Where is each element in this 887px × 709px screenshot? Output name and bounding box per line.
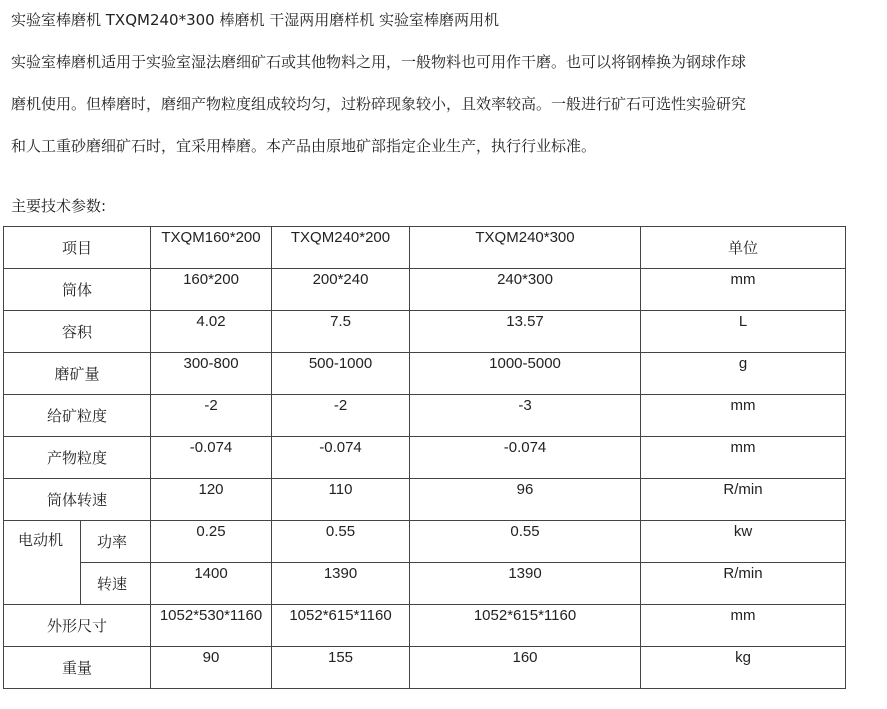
- table-row: [4, 605, 846, 647]
- cell-value: -2: [272, 395, 410, 437]
- cell-value: 1052*615*1160: [410, 605, 641, 647]
- header-item: 项目: [4, 227, 151, 269]
- cell-unit: kg: [641, 647, 846, 689]
- table-row: [4, 269, 846, 311]
- header-model-3: TXQM240*300: [410, 227, 641, 269]
- table-row: [4, 437, 846, 479]
- cell-value: 96: [410, 479, 641, 521]
- cell-value: 120: [151, 479, 272, 521]
- cell-value: 240*300: [410, 269, 641, 311]
- cell-value: -0.074: [410, 437, 641, 479]
- motor-speed-label: 转速: [81, 563, 151, 605]
- cell-value: 1052*615*1160: [272, 605, 410, 647]
- table-row: [4, 395, 846, 437]
- cell-value: 300-800: [151, 353, 272, 395]
- row-label: 给矿粒度: [4, 395, 151, 437]
- cell-unit: mm: [641, 269, 846, 311]
- header-model-1: TXQM160*200: [151, 227, 272, 269]
- row-label: 筒体转速: [4, 479, 151, 521]
- cell-value: -0.074: [272, 437, 410, 479]
- table-row: [4, 311, 846, 353]
- table-row: [4, 353, 846, 395]
- cell-value: -0.074: [151, 437, 272, 479]
- cell-value: 0.55: [410, 521, 641, 563]
- table-row-motor-power: [4, 521, 846, 563]
- cell-unit: mm: [641, 395, 846, 437]
- table-header-row: [4, 227, 846, 269]
- cell-value: 500-1000: [272, 353, 410, 395]
- cell-value: 160*200: [151, 269, 272, 311]
- cell-value: 110: [272, 479, 410, 521]
- spec-heading: 主要技术参数:: [11, 197, 107, 215]
- header-unit: 单位: [641, 227, 846, 269]
- row-label: 重量: [4, 647, 151, 689]
- cell-value: 4.02: [151, 311, 272, 353]
- cell-value: 160: [410, 647, 641, 689]
- cell-unit: R/min: [641, 563, 846, 605]
- table-row: [4, 479, 846, 521]
- row-label: 外形尺寸: [4, 605, 151, 647]
- cell-value: 155: [272, 647, 410, 689]
- row-label: 磨矿量: [4, 353, 151, 395]
- cell-unit: g: [641, 353, 846, 395]
- motor-label: 电动机: [4, 521, 81, 605]
- description-line-3: 和人工重砂磨细矿石时，宜采用棒磨。本产品由原地矿部指定企业生产，执行行业标准。: [11, 137, 597, 155]
- cell-value: 1052*530*1160: [151, 605, 272, 647]
- cell-value: 1390: [272, 563, 410, 605]
- row-label: 产物粒度: [4, 437, 151, 479]
- cell-value: 1390: [410, 563, 641, 605]
- cell-value: 200*240: [272, 269, 410, 311]
- cell-unit: L: [641, 311, 846, 353]
- cell-unit: kw: [641, 521, 846, 563]
- page-title: 实验室棒磨机 TXQM240*300 棒磨机 干湿两用磨样机 实验室棒磨两用机: [11, 11, 500, 29]
- cell-unit: R/min: [641, 479, 846, 521]
- row-label: 容积: [4, 311, 151, 353]
- cell-value: 0.55: [272, 521, 410, 563]
- description-line-1: 实验室棒磨机适用于实验室湿法磨细矿石或其他物料之用，一般物料也可用作干磨。也可以将钢棒换为钢球作球: [11, 53, 747, 71]
- cell-value: 1400: [151, 563, 272, 605]
- cell-value: 13.57: [410, 311, 641, 353]
- cell-unit: mm: [641, 605, 846, 647]
- cell-value: 0.25: [151, 521, 272, 563]
- row-label: 筒体: [4, 269, 151, 311]
- cell-value: 90: [151, 647, 272, 689]
- spec-table: [3, 226, 846, 689]
- description-line-2: 磨机使用。但棒磨时，磨细产物粒度组成较均匀，过粉碎现象较小，且效率较高。一般进行矿石可选性实验研究: [11, 95, 747, 113]
- table-row: [4, 647, 846, 689]
- cell-unit: mm: [641, 437, 846, 479]
- header-model-2: TXQM240*200: [272, 227, 410, 269]
- cell-value: -2: [151, 395, 272, 437]
- motor-power-label: 功率: [81, 521, 151, 563]
- cell-value: -3: [410, 395, 641, 437]
- cell-value: 1000-5000: [410, 353, 641, 395]
- table-row-motor-speed: [4, 563, 846, 605]
- cell-value: 7.5: [272, 311, 410, 353]
